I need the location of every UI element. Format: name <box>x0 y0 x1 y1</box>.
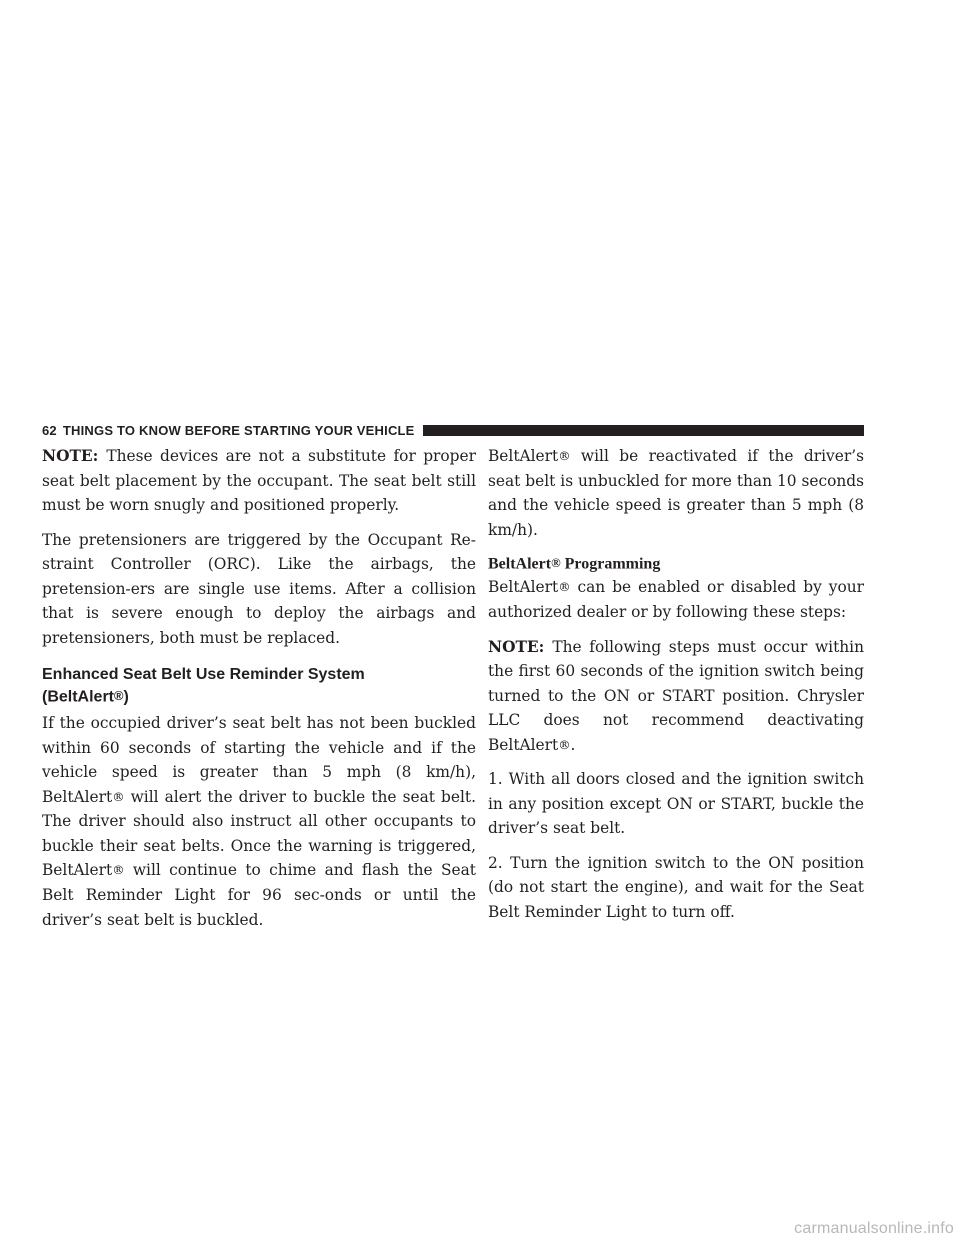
registered-mark: ® <box>112 863 125 878</box>
note-label: NOTE: <box>488 637 545 656</box>
section-heading-close: ) <box>123 688 129 706</box>
subsection-heading-text: BeltAlert <box>488 555 552 573</box>
step-2-paragraph: 2. Turn the ignition switch to the ON position (do not start the engine), and wait for the Seat Belt Reminder Light to turn off. <box>488 853 864 921</box>
section-heading-line1: Enhanced Seat Belt Use Reminder System <box>42 666 365 683</box>
subsection-heading <box>488 552 864 575</box>
registered-mark: ® <box>112 789 125 804</box>
page-number: 62 <box>42 422 57 438</box>
registered-mark: ® <box>558 737 571 752</box>
note-paragraph <box>488 635 864 758</box>
text-run: If the occupied driver’s seat belt has not been buckled within 60 seconds of starting the vehicle and if the vehicle speed is greater than 5 mph (8 km/h), BeltAlert <box>42 714 476 806</box>
page-header <box>42 420 864 440</box>
note-paragraph <box>42 444 476 518</box>
text-run: will alert the driver to buckle the seat belt. The driver should also instruct all other occupants to buckle their seat belts. Once the warning is triggered, BeltAlert <box>42 787 476 880</box>
text-run: will continue to chime and flash the Seat Belt Reminder Light for 96 sec-onds or until the driver’s seat belt is buckled. <box>42 861 476 929</box>
right-column <box>488 444 864 934</box>
section-heading <box>42 664 476 707</box>
text-run: BeltAlert <box>488 578 559 597</box>
registered-mark: ® <box>114 688 124 703</box>
pretensioner-paragraph: The pretensioners are triggered by the Occupant Re-straint Controller (ORC). Like the airbags, the pretension-ers are single use items. After a collision that is severe enough to deploy the airbags and pretensioners, both must be replaced. <box>42 530 476 647</box>
note-text: These devices are not a substitute for proper seat belt placement by the occupant. The seat belt still must be worn snugly and positioned properly. <box>42 447 476 514</box>
note-text-end: . <box>570 735 576 754</box>
reactivation-paragraph <box>488 444 864 542</box>
running-header-title: THINGS TO KNOW BEFORE STARTING YOUR VEHICLE <box>62 422 415 438</box>
text-run: will be reactivated if the driver’s seat belt is unbuckled for more than 10 seconds and the vehicle speed is greater than 5 mph (8 km/h). <box>488 447 864 539</box>
subsection-heading-text: Programming <box>564 555 661 573</box>
section-heading-line2: (BeltAlert <box>42 688 115 706</box>
note-text: The following steps must occur within the first 60 seconds of the ignition switch being turned to the ON or START position. Chrysler LLC does not recommend deactivating BeltAlert <box>488 637 864 754</box>
text-run: can be enabled or disabled by your authorized dealer or by following these steps: <box>488 578 864 622</box>
registered-mark: ® <box>558 580 571 595</box>
programming-intro-paragraph <box>488 575 864 624</box>
note-label: NOTE: <box>42 447 99 465</box>
header-rule <box>423 425 864 436</box>
step-1-paragraph: 1. With all doors closed and the ignition switch in any position except ON or START, buckle the driver’s seat belt. <box>488 770 864 838</box>
watermark: carmanualsonline.info <box>794 1220 954 1237</box>
beltalert-description-paragraph <box>42 711 476 932</box>
left-column <box>42 444 476 942</box>
registered-mark: ® <box>551 556 561 571</box>
registered-mark: ® <box>558 449 571 463</box>
text-run: BeltAlert <box>488 447 559 466</box>
